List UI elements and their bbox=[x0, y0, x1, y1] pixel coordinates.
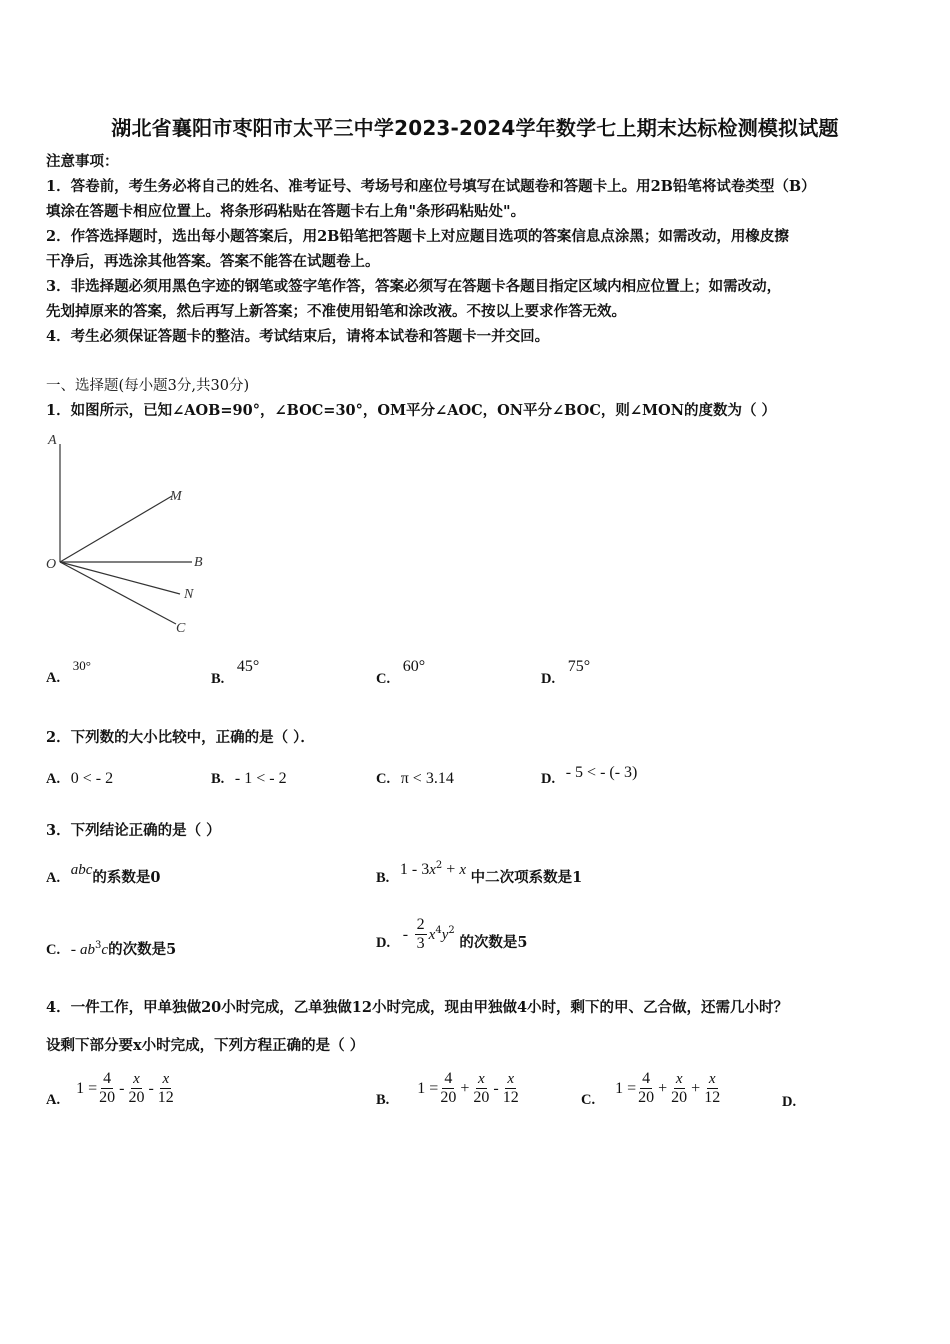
q2-stem: 2．下列数的大小比较中，正确的是（ ）． bbox=[46, 729, 315, 746]
option-label: A. bbox=[46, 870, 61, 886]
option-label: B. bbox=[211, 671, 225, 687]
option-expr: $1 - 3x^2 + x$ bbox=[399, 860, 466, 878]
q3-option-c[interactable] bbox=[46, 938, 176, 959]
q2-option-d[interactable] bbox=[541, 764, 638, 788]
q3-option-d[interactable] bbox=[376, 916, 527, 953]
option-expr: abc bbox=[70, 862, 93, 878]
label-O: O bbox=[46, 557, 57, 572]
option-label: B. bbox=[376, 1092, 390, 1108]
q1-option-a[interactable] bbox=[46, 658, 91, 687]
q1-option-b[interactable] bbox=[211, 658, 260, 688]
ray-ON bbox=[60, 562, 180, 594]
q2-option-a[interactable] bbox=[46, 770, 113, 788]
notice-line: 填涂在答题卡相应位置上。将条形码粘贴在答题卡右上角"条形码粘贴处"。 bbox=[46, 203, 526, 220]
q3-option-b[interactable] bbox=[376, 860, 583, 887]
equation: 1 = $\frac{4}{20}$ + $\frac{x}{20}$ - $\frac{x}{12}$ bbox=[417, 1070, 519, 1106]
option-expr: - $ab^3c$ bbox=[70, 940, 109, 958]
option-label: D. bbox=[541, 771, 556, 787]
option-label: B. bbox=[376, 870, 390, 886]
option-value: 60° bbox=[402, 658, 426, 675]
q1-stem: 1．如图所示，已知∠AOB=90°，∠BOC=30°，OM平分∠AOC，ON平分∠BOC，则∠MON的度数为（ ） bbox=[46, 402, 776, 419]
option-value: 30° bbox=[72, 658, 91, 673]
option-label: A. bbox=[46, 1092, 61, 1108]
option-text: 的系数是0 bbox=[92, 869, 161, 886]
equation: 1 = $\frac{4}{20}$ - $\frac{x}{20}$ - $\frac{x}{12}$ bbox=[76, 1070, 174, 1106]
label-C: C bbox=[176, 621, 186, 636]
option-value: π < 3.14 bbox=[400, 770, 454, 787]
fraction-two-thirds: $\frac{2}{3}$ bbox=[416, 916, 425, 952]
option-value: - 5 < - (- 3) bbox=[565, 764, 638, 781]
page-title: 湖北省襄阳市枣阳市太平三中学2023-2024学年数学七上期末达标检测模拟试题 bbox=[111, 116, 839, 140]
option-value: 75° bbox=[567, 658, 591, 675]
q2-option-c[interactable] bbox=[376, 770, 454, 788]
label-N: N bbox=[184, 587, 194, 602]
ray-OM bbox=[60, 496, 172, 562]
option-label: C. bbox=[581, 1092, 596, 1108]
equation: 1 = $\frac{4}{20}$ + $\frac{x}{20}$ + $\frac{x}{12}$ bbox=[615, 1070, 721, 1106]
option-label: A. bbox=[46, 670, 61, 686]
q1-option-c[interactable] bbox=[376, 658, 426, 688]
notice-line: 1．答卷前，考生务必将自己的姓名、准考证号、考场号和座位号填写在试题卷和答题卡上。用2B铅笔将试卷类型（B） bbox=[46, 178, 816, 195]
q4-option-c[interactable] bbox=[581, 1070, 722, 1107]
ray-OC bbox=[60, 562, 176, 624]
q4-option-a[interactable] bbox=[46, 1070, 176, 1107]
option-value: 45° bbox=[236, 658, 260, 675]
option-label: C. bbox=[46, 942, 61, 958]
angle-figure bbox=[40, 428, 220, 638]
option-text: 中二次项系数是1 bbox=[470, 869, 583, 886]
option-label: D. bbox=[376, 934, 391, 951]
option-label: D. bbox=[541, 671, 556, 687]
q3-option-a[interactable] bbox=[46, 862, 161, 887]
option-label: B. bbox=[211, 771, 225, 787]
notice-line: 3．非选择题必须用黑色字迹的钢笔或签字笔作答，答案必须写在答题卡各题目指定区域内相应位置上；如需改动， bbox=[46, 278, 782, 295]
section-heading: 一、选择题(每小题3分,共30分) bbox=[46, 378, 250, 394]
notice-line: 2．作答选择题时，选出每小题答案后，用2B铅笔把答题卡上对应题目选项的答案信息点涂黑；如需改动，用橡皮擦 bbox=[46, 228, 789, 245]
notice-heading: 注意事项： bbox=[46, 153, 119, 170]
option-text: 的次数是5 bbox=[108, 941, 177, 958]
q4-option-d[interactable] bbox=[782, 1094, 796, 1111]
option-label: D. bbox=[782, 1094, 797, 1110]
q4-stem: 设剩下部分要x小时完成，下列方程正确的是（ ） bbox=[46, 1037, 365, 1054]
label-A: A bbox=[48, 433, 57, 448]
option-value: 0 < - 2 bbox=[70, 770, 114, 787]
label-B: B bbox=[194, 555, 203, 570]
option-text: 的次数是5 bbox=[459, 933, 528, 951]
q4-stem: 4．一件工作，甲单独做20小时完成，乙单独做12小时完成，现由甲独做4小时，剩下的甲、乙合做，还需几小时？ bbox=[46, 999, 789, 1016]
option-minus: - bbox=[402, 925, 409, 943]
q3-stem: 3．下列结论正确的是（ ） bbox=[46, 822, 221, 839]
label-M: M bbox=[170, 489, 182, 504]
option-expr: $x^4y^2$ bbox=[428, 924, 455, 943]
q1-option-d[interactable] bbox=[541, 658, 591, 688]
option-label: C. bbox=[376, 771, 391, 787]
notice-line: 先划掉原来的答案，然后再写上新答案；不准使用铅笔和涂改液。不按以上要求作答无效。 bbox=[46, 303, 626, 320]
option-label: C. bbox=[376, 671, 391, 687]
q4-option-b[interactable] bbox=[376, 1070, 521, 1107]
notice-line: 干净后，再选涂其他答案。答案不能答在试题卷上。 bbox=[46, 253, 380, 270]
option-value: - 1 < - 2 bbox=[234, 770, 287, 787]
q2-option-b[interactable] bbox=[211, 770, 287, 788]
option-label: A. bbox=[46, 771, 61, 787]
notice-line: 4．考生必须保证答题卡的整洁。考试结束后，请将本试卷和答题卡一并交回。 bbox=[46, 328, 550, 345]
